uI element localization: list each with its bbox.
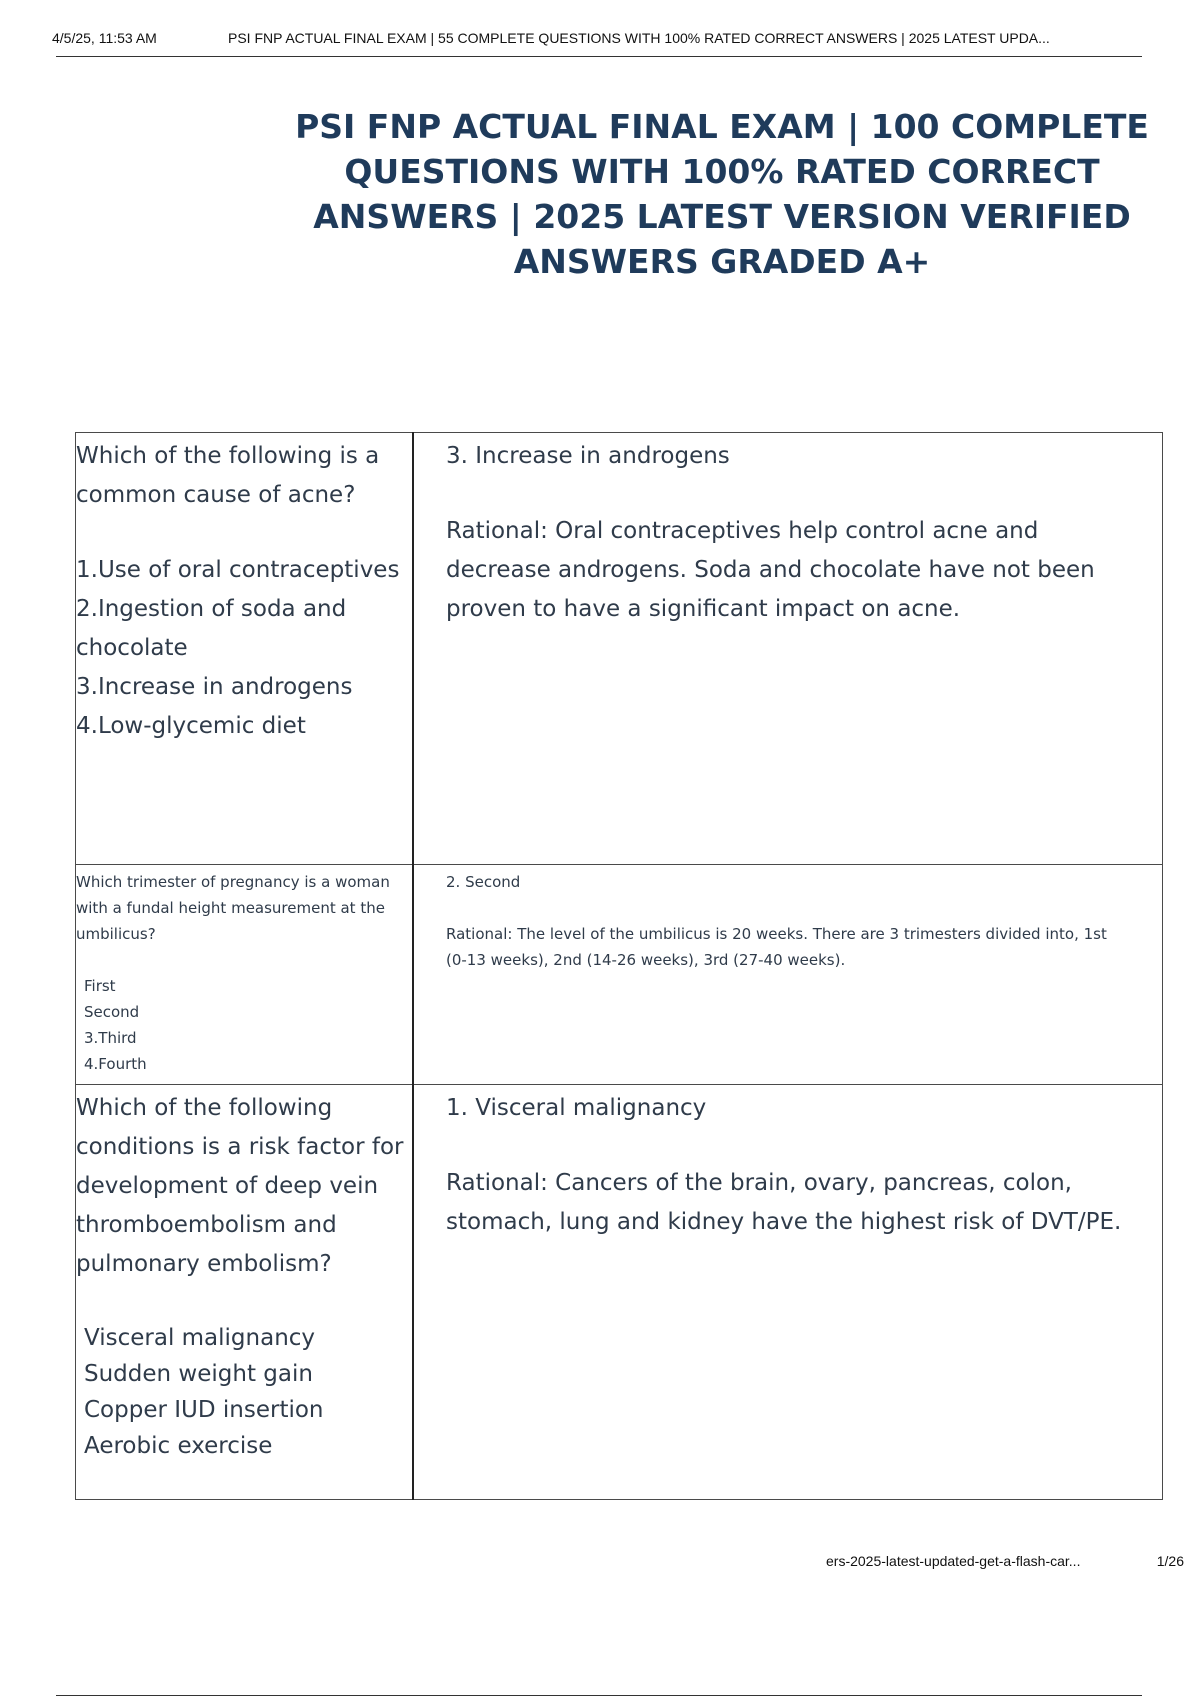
option-item: Sudden weight gain [84, 1361, 313, 1387]
option-item: 4.Low-glycemic diet [76, 713, 306, 739]
option-item: Copper IUD insertion [84, 1397, 324, 1423]
option-item: Visceral malignancy [84, 1325, 316, 1351]
page-number: 1/26 [1156, 1553, 1184, 1569]
question-text: Which of the following is a common cause of acne? [76, 443, 380, 508]
table-row [76, 865, 1163, 1085]
option-item: 3.Third [84, 1029, 137, 1047]
option-list [76, 551, 404, 746]
table-row [76, 433, 1163, 865]
answer-cell [413, 1085, 1163, 1500]
option-list [76, 973, 404, 1077]
rationale-text: Rational: The level of the umbilicus is 20 weeks. There are 3 trimesters divided into, 1st (0-13 weeks), 2nd (14-26 weeks), 3rd (27-40 weeks). [446, 925, 1107, 969]
option-item: 2.Ingestion of soda and chocolate [76, 596, 347, 661]
answer-cell [413, 865, 1163, 1085]
footer-file-fragment: ers-2025-latest-updated-get-a-flash-car... [826, 1553, 1081, 1569]
rationale-text: Rational: Cancers of the brain, ovary, pancreas, colon, stomach, lung and kidney have the highest risk of DVT/PE. [446, 1170, 1122, 1235]
option-item: Aerobic exercise [84, 1433, 273, 1459]
question-cell [76, 433, 414, 865]
option-list [76, 1320, 404, 1464]
footer-divider [56, 1695, 1142, 1696]
qa-table [75, 432, 1163, 1500]
header-doc-title: PSI FNP ACTUAL FINAL EXAM | 55 COMPLETE QUESTIONS WITH 100% RATED CORRECT ANSWERS | 2025 LATEST UPDA... [228, 30, 1050, 46]
question-text: Which trimester of pregnancy is a woman with a fundal height measurement at the umbilicus? [76, 873, 390, 943]
option-item: First [84, 977, 116, 995]
option-item: 1.Use of oral contraceptives [76, 557, 400, 583]
answer-text: 2. Second [446, 873, 521, 891]
header-datetime: 4/5/25, 11:53 AM [52, 30, 157, 46]
page-title: PSI FNP ACTUAL FINAL EXAM | 100 COMPLETE QUESTIONS WITH 100% RATED CORRECT ANSWERS | 2025 LATEST VERSION VERIFIED ANSWERS GRADED A+ [295, 107, 1149, 281]
question-cell [76, 865, 414, 1085]
option-item: 3.Increase in androgens [76, 674, 353, 700]
answer-text: 3. Increase in androgens [446, 443, 730, 469]
option-item: Second [84, 1003, 140, 1021]
header-divider [56, 56, 1142, 57]
question-cell [76, 1085, 414, 1500]
answer-cell [413, 433, 1163, 865]
option-item: 4.Fourth [84, 1055, 147, 1073]
table-row [76, 1085, 1163, 1500]
answer-text: 1. Visceral malignancy [446, 1095, 707, 1121]
question-text: Which of the following conditions is a risk factor for development of deep vein thromboembolism and pulmonary embolism? [76, 1095, 404, 1277]
rationale-text: Rational: Oral contraceptives help control acne and decrease androgens. Soda and chocolate have not been proven to have a significant impact on acne. [446, 518, 1095, 622]
